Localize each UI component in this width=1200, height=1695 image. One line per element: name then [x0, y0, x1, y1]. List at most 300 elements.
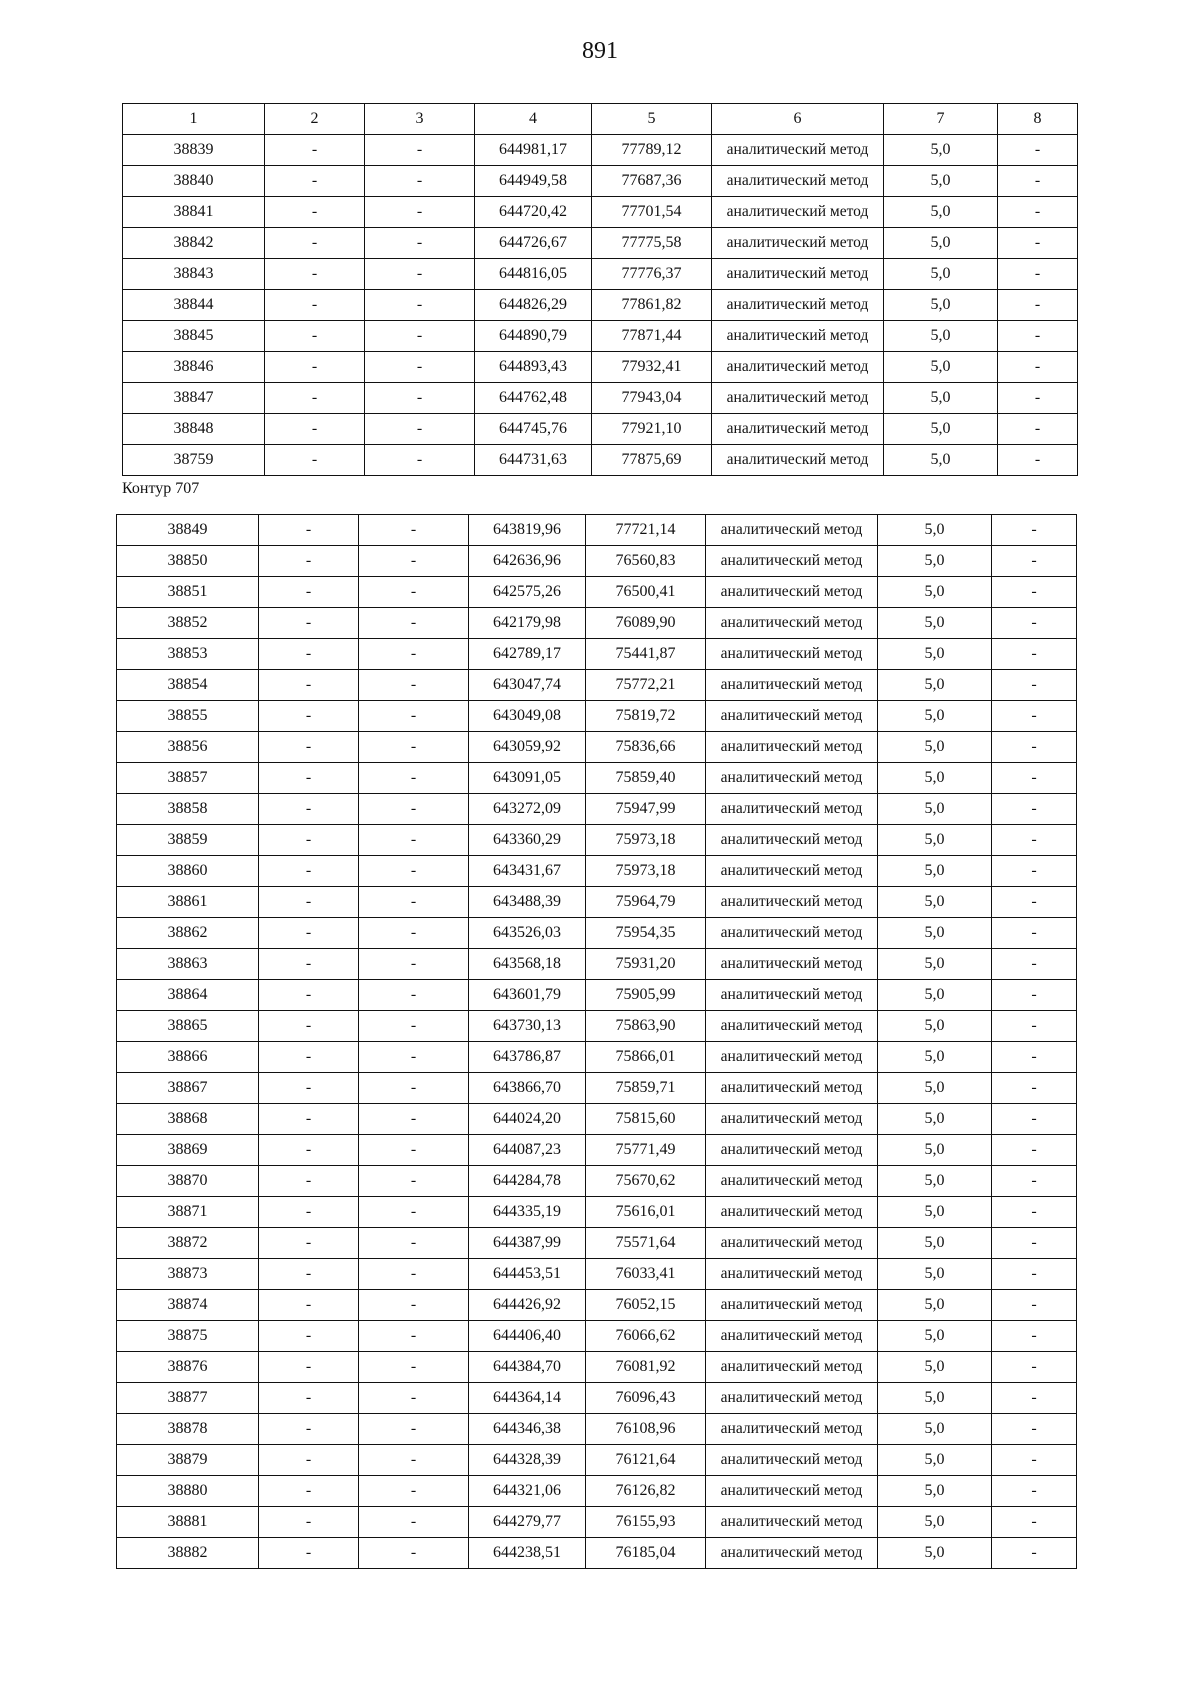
table-row — [117, 515, 1077, 546]
point-number-cell: 38852 — [117, 608, 259, 639]
contour-label: Контур 707 — [122, 480, 200, 497]
point-number-cell: 38858 — [117, 794, 259, 825]
y-coordinate-cell: 75964,79 — [586, 887, 706, 918]
col8-cell: - — [992, 825, 1077, 856]
x-coordinate-cell: 643059,92 — [469, 732, 586, 763]
col2-cell: - — [265, 321, 365, 352]
col3-cell: - — [359, 887, 469, 918]
y-coordinate-cell: 77775,58 — [592, 228, 712, 259]
col2-cell: - — [259, 1476, 359, 1507]
method-cell: аналитический метод — [706, 701, 878, 732]
col2-cell: - — [259, 794, 359, 825]
x-coordinate-cell: 644087,23 — [469, 1135, 586, 1166]
y-coordinate-cell: 76033,41 — [586, 1259, 706, 1290]
method-cell: аналитический метод — [706, 980, 878, 1011]
accuracy-cell: 5,0 — [878, 546, 992, 577]
table-row — [123, 290, 1078, 321]
col3-cell: - — [359, 1197, 469, 1228]
accuracy-cell: 5,0 — [878, 1228, 992, 1259]
x-coordinate-cell: 644731,63 — [475, 445, 592, 476]
x-coordinate-cell: 644893,43 — [475, 352, 592, 383]
accuracy-cell: 5,0 — [878, 1445, 992, 1476]
accuracy-cell: 5,0 — [878, 1197, 992, 1228]
col8-cell: - — [992, 639, 1077, 670]
y-coordinate-cell: 75973,18 — [586, 856, 706, 887]
y-coordinate-cell: 76052,15 — [586, 1290, 706, 1321]
method-cell: аналитический метод — [706, 1321, 878, 1352]
method-cell: аналитический метод — [706, 1290, 878, 1321]
accuracy-cell: 5,0 — [884, 383, 998, 414]
point-number-cell: 38860 — [117, 856, 259, 887]
col8-cell: - — [998, 321, 1078, 352]
point-number-header: 1 — [123, 104, 265, 135]
point-number-cell: 38865 — [117, 1011, 259, 1042]
point-number-cell: 38866 — [117, 1042, 259, 1073]
table-row — [117, 794, 1077, 825]
method-cell: аналитический метод — [706, 856, 878, 887]
table-row — [123, 321, 1078, 352]
col3-cell: - — [359, 1445, 469, 1476]
x-coordinate-cell: 642575,26 — [469, 577, 586, 608]
method-cell: аналитический метод — [706, 577, 878, 608]
method-cell: аналитический метод — [706, 1538, 878, 1569]
accuracy-cell: 5,0 — [884, 166, 998, 197]
col2-cell: - — [265, 259, 365, 290]
table-row — [117, 1166, 1077, 1197]
col8-cell: - — [992, 949, 1077, 980]
y-coordinate-cell: 75815,60 — [586, 1104, 706, 1135]
method-cell: аналитический метод — [706, 949, 878, 980]
method-cell: аналитический метод — [706, 1166, 878, 1197]
x-coordinate-cell: 643049,08 — [469, 701, 586, 732]
table-row — [117, 1073, 1077, 1104]
x-coordinate-cell: 643360,29 — [469, 825, 586, 856]
method-cell: аналитический метод — [706, 639, 878, 670]
point-number-cell: 38839 — [123, 135, 265, 166]
y-coordinate-cell: 76155,93 — [586, 1507, 706, 1538]
x-coordinate-cell: 643272,09 — [469, 794, 586, 825]
col2-cell: - — [265, 383, 365, 414]
accuracy-cell: 5,0 — [878, 1414, 992, 1445]
accuracy-cell: 5,0 — [878, 825, 992, 856]
col8-cell: - — [992, 763, 1077, 794]
table-row — [117, 856, 1077, 887]
accuracy-cell: 5,0 — [884, 352, 998, 383]
method-cell: аналитический метод — [706, 1259, 878, 1290]
accuracy-cell: 5,0 — [878, 980, 992, 1011]
method-cell: аналитический метод — [706, 732, 878, 763]
x-coordinate-cell: 644826,29 — [475, 290, 592, 321]
col2-cell: - — [259, 577, 359, 608]
point-number-cell: 38853 — [117, 639, 259, 670]
method-cell: аналитический метод — [706, 1228, 878, 1259]
accuracy-cell: 5,0 — [884, 414, 998, 445]
col8-cell: - — [992, 1414, 1077, 1445]
y-coordinate-cell: 76089,90 — [586, 608, 706, 639]
method-cell: аналитический метод — [712, 166, 884, 197]
col2-cell: - — [259, 1259, 359, 1290]
accuracy-header: 7 — [884, 104, 998, 135]
y-coordinate-cell: 75772,21 — [586, 670, 706, 701]
method-cell: аналитический метод — [712, 321, 884, 352]
col3-cell: - — [359, 1383, 469, 1414]
y-coordinate-cell: 76121,64 — [586, 1445, 706, 1476]
method-cell: аналитический метод — [706, 1197, 878, 1228]
col3-cell: - — [359, 1414, 469, 1445]
x-coordinate-cell: 643601,79 — [469, 980, 586, 1011]
col2-cell: - — [259, 639, 359, 670]
x-coordinate-cell: 643091,05 — [469, 763, 586, 794]
method-cell: аналитический метод — [712, 197, 884, 228]
method-cell: аналитический метод — [706, 608, 878, 639]
col3-cell: - — [365, 445, 475, 476]
y-coordinate-cell: 75571,64 — [586, 1228, 706, 1259]
method-cell: аналитический метод — [712, 414, 884, 445]
accuracy-cell: 5,0 — [878, 670, 992, 701]
method-cell: аналитический метод — [706, 918, 878, 949]
table-row — [123, 414, 1078, 445]
col8-cell: - — [992, 1042, 1077, 1073]
col8-cell: - — [992, 515, 1077, 546]
col2-cell: - — [259, 1228, 359, 1259]
col2-cell: - — [259, 608, 359, 639]
table-row — [117, 918, 1077, 949]
col8-cell: - — [998, 383, 1078, 414]
col2-cell: - — [259, 1290, 359, 1321]
point-number-cell: 38759 — [123, 445, 265, 476]
col2-cell: - — [259, 1414, 359, 1445]
col3-cell: - — [359, 1259, 469, 1290]
accuracy-cell: 5,0 — [884, 321, 998, 352]
y-coordinate-cell: 75931,20 — [586, 949, 706, 980]
col8-cell: - — [992, 1538, 1077, 1569]
accuracy-cell: 5,0 — [878, 1507, 992, 1538]
col2-cell: - — [259, 546, 359, 577]
x-coordinate-cell: 644384,70 — [469, 1352, 586, 1383]
accuracy-cell: 5,0 — [878, 732, 992, 763]
point-number-cell: 38840 — [123, 166, 265, 197]
col8-cell: - — [992, 1135, 1077, 1166]
table-row — [117, 887, 1077, 918]
point-number-cell: 38851 — [117, 577, 259, 608]
col8-cell: - — [992, 701, 1077, 732]
col3-cell: - — [359, 1011, 469, 1042]
col2-cell: - — [265, 135, 365, 166]
col3-cell: - — [359, 732, 469, 763]
y-coordinate-cell: 75616,01 — [586, 1197, 706, 1228]
method-cell: аналитический метод — [706, 546, 878, 577]
table-row — [123, 445, 1078, 476]
table-row — [117, 701, 1077, 732]
accuracy-cell: 5,0 — [878, 1073, 992, 1104]
method-cell: аналитический метод — [712, 228, 884, 259]
col2-cell: - — [265, 414, 365, 445]
col3-cell: - — [365, 135, 475, 166]
col8-cell: - — [992, 1073, 1077, 1104]
x-coordinate-cell: 644726,67 — [475, 228, 592, 259]
col3-cell: - — [359, 1042, 469, 1073]
col8-header: 8 — [998, 104, 1078, 135]
col3-cell: - — [359, 980, 469, 1011]
point-number-cell: 38847 — [123, 383, 265, 414]
method-cell: аналитический метод — [706, 1011, 878, 1042]
col3-cell: - — [359, 763, 469, 794]
col2-cell: - — [265, 352, 365, 383]
x-coordinate-cell: 643488,39 — [469, 887, 586, 918]
table-row — [117, 1104, 1077, 1135]
y-coordinate-cell: 75905,99 — [586, 980, 706, 1011]
y-coordinate-cell: 77776,37 — [592, 259, 712, 290]
point-number-cell: 38841 — [123, 197, 265, 228]
x-coordinate-cell: 644816,05 — [475, 259, 592, 290]
coordinates-table-2 — [116, 514, 1077, 1569]
col2-cell: - — [259, 670, 359, 701]
point-number-cell: 38856 — [117, 732, 259, 763]
method-cell: аналитический метод — [712, 259, 884, 290]
accuracy-cell: 5,0 — [878, 794, 992, 825]
table-row — [117, 1538, 1077, 1569]
accuracy-cell: 5,0 — [878, 1290, 992, 1321]
method-cell: аналитический метод — [706, 1042, 878, 1073]
y-coordinate-header: 5 — [592, 104, 712, 135]
col3-cell: - — [359, 1073, 469, 1104]
col3-cell: - — [359, 701, 469, 732]
col3-cell: - — [359, 1228, 469, 1259]
method-cell: аналитический метод — [706, 1476, 878, 1507]
method-cell: аналитический метод — [712, 383, 884, 414]
table-row — [117, 608, 1077, 639]
table-row — [117, 577, 1077, 608]
x-coordinate-cell: 644321,06 — [469, 1476, 586, 1507]
col2-cell: - — [259, 763, 359, 794]
y-coordinate-cell: 77943,04 — [592, 383, 712, 414]
col3-cell: - — [359, 856, 469, 887]
col8-cell: - — [998, 135, 1078, 166]
col3-cell: - — [365, 414, 475, 445]
x-coordinate-cell: 644238,51 — [469, 1538, 586, 1569]
col8-cell: - — [992, 980, 1077, 1011]
accuracy-cell: 5,0 — [884, 259, 998, 290]
col8-cell: - — [998, 290, 1078, 321]
point-number-cell: 38842 — [123, 228, 265, 259]
col3-cell: - — [359, 1290, 469, 1321]
accuracy-cell: 5,0 — [878, 701, 992, 732]
y-coordinate-cell: 77875,69 — [592, 445, 712, 476]
accuracy-cell: 5,0 — [878, 577, 992, 608]
point-number-cell: 38870 — [117, 1166, 259, 1197]
col3-cell: - — [359, 918, 469, 949]
method-cell: аналитический метод — [706, 670, 878, 701]
y-coordinate-cell: 77701,54 — [592, 197, 712, 228]
point-number-cell: 38877 — [117, 1383, 259, 1414]
table-row — [117, 1414, 1077, 1445]
x-coordinate-cell: 643047,74 — [469, 670, 586, 701]
table-row — [123, 352, 1078, 383]
table-row — [117, 949, 1077, 980]
table-row — [123, 383, 1078, 414]
col2-cell: - — [259, 1073, 359, 1104]
y-coordinate-cell: 76108,96 — [586, 1414, 706, 1445]
accuracy-cell: 5,0 — [884, 445, 998, 476]
col8-cell: - — [992, 918, 1077, 949]
x-coordinate-cell: 644335,19 — [469, 1197, 586, 1228]
col3-cell: - — [365, 197, 475, 228]
col3-cell: - — [359, 577, 469, 608]
table-row — [117, 1135, 1077, 1166]
x-coordinate-cell: 642636,96 — [469, 546, 586, 577]
col8-cell: - — [998, 259, 1078, 290]
point-number-cell: 38845 — [123, 321, 265, 352]
col3-cell: - — [359, 670, 469, 701]
col3-cell: - — [359, 794, 469, 825]
x-coordinate-cell: 644024,20 — [469, 1104, 586, 1135]
col8-cell: - — [998, 197, 1078, 228]
accuracy-cell: 5,0 — [878, 1042, 992, 1073]
table-header-row — [123, 104, 1078, 135]
col8-cell: - — [992, 1476, 1077, 1507]
method-cell: аналитический метод — [706, 1445, 878, 1476]
method-cell: аналитический метод — [706, 515, 878, 546]
point-number-cell: 38850 — [117, 546, 259, 577]
point-number-cell: 38843 — [123, 259, 265, 290]
x-coordinate-cell: 644346,38 — [469, 1414, 586, 1445]
x-coordinate-cell: 643568,18 — [469, 949, 586, 980]
x-coordinate-cell: 644453,51 — [469, 1259, 586, 1290]
col8-cell: - — [992, 1166, 1077, 1197]
method-cell: аналитический метод — [712, 445, 884, 476]
col2-cell: - — [259, 1507, 359, 1538]
col2-cell: - — [259, 1321, 359, 1352]
accuracy-cell: 5,0 — [878, 639, 992, 670]
method-cell: аналитический метод — [706, 1135, 878, 1166]
col3-cell: - — [365, 383, 475, 414]
point-number-cell: 38876 — [117, 1352, 259, 1383]
table-row — [117, 1476, 1077, 1507]
col8-cell: - — [992, 608, 1077, 639]
accuracy-cell: 5,0 — [878, 1352, 992, 1383]
col3-cell: - — [359, 1321, 469, 1352]
table-row — [117, 1507, 1077, 1538]
method-cell: аналитический метод — [706, 1507, 878, 1538]
accuracy-cell: 5,0 — [878, 918, 992, 949]
y-coordinate-cell: 76096,43 — [586, 1383, 706, 1414]
col3-cell: - — [359, 546, 469, 577]
col3-cell: - — [365, 321, 475, 352]
col2-cell: - — [259, 918, 359, 949]
col8-cell: - — [992, 670, 1077, 701]
col8-cell: - — [992, 1321, 1077, 1352]
table-row — [117, 1445, 1077, 1476]
col3-cell: - — [359, 1135, 469, 1166]
accuracy-cell: 5,0 — [884, 228, 998, 259]
col2-cell: - — [259, 1352, 359, 1383]
x-coordinate-cell: 644720,42 — [475, 197, 592, 228]
point-number-cell: 38871 — [117, 1197, 259, 1228]
y-coordinate-cell: 75836,66 — [586, 732, 706, 763]
method-cell: аналитический метод — [706, 825, 878, 856]
col2-cell: - — [265, 166, 365, 197]
col2-cell: - — [259, 1135, 359, 1166]
x-coordinate-cell: 644745,76 — [475, 414, 592, 445]
y-coordinate-cell: 76500,41 — [586, 577, 706, 608]
col3-header: 3 — [365, 104, 475, 135]
point-number-cell: 38874 — [117, 1290, 259, 1321]
y-coordinate-cell: 77687,36 — [592, 166, 712, 197]
col2-cell: - — [259, 701, 359, 732]
table-row — [117, 825, 1077, 856]
col3-cell: - — [365, 352, 475, 383]
method-cell: аналитический метод — [712, 135, 884, 166]
x-coordinate-cell: 644284,78 — [469, 1166, 586, 1197]
accuracy-cell: 5,0 — [878, 1011, 992, 1042]
coordinates-table-1 — [122, 103, 1078, 476]
x-coordinate-cell: 644949,58 — [475, 166, 592, 197]
y-coordinate-cell: 76560,83 — [586, 546, 706, 577]
x-coordinate-cell: 644890,79 — [475, 321, 592, 352]
method-cell: аналитический метод — [706, 1352, 878, 1383]
col2-cell: - — [259, 1383, 359, 1414]
col8-cell: - — [998, 414, 1078, 445]
point-number-cell: 38882 — [117, 1538, 259, 1569]
col3-cell: - — [359, 639, 469, 670]
accuracy-cell: 5,0 — [878, 1383, 992, 1414]
accuracy-cell: 5,0 — [878, 1166, 992, 1197]
col3-cell: - — [365, 290, 475, 321]
point-number-cell: 38872 — [117, 1228, 259, 1259]
table-row — [117, 1383, 1077, 1414]
y-coordinate-cell: 77721,14 — [586, 515, 706, 546]
table-row — [117, 546, 1077, 577]
y-coordinate-cell: 75859,40 — [586, 763, 706, 794]
col8-cell: - — [992, 887, 1077, 918]
y-coordinate-cell: 75771,49 — [586, 1135, 706, 1166]
col2-cell: - — [259, 1197, 359, 1228]
y-coordinate-cell: 75441,87 — [586, 639, 706, 670]
point-number-cell: 38854 — [117, 670, 259, 701]
table-row — [117, 670, 1077, 701]
table-row — [123, 259, 1078, 290]
point-number-cell: 38862 — [117, 918, 259, 949]
method-cell: аналитический метод — [706, 1104, 878, 1135]
point-number-cell: 38875 — [117, 1321, 259, 1352]
y-coordinate-cell: 77932,41 — [592, 352, 712, 383]
col8-cell: - — [992, 1445, 1077, 1476]
col2-cell: - — [259, 825, 359, 856]
point-number-cell: 38849 — [117, 515, 259, 546]
method-cell: аналитический метод — [712, 290, 884, 321]
accuracy-cell: 5,0 — [878, 1476, 992, 1507]
point-number-cell: 38873 — [117, 1259, 259, 1290]
y-coordinate-cell: 77861,82 — [592, 290, 712, 321]
x-coordinate-cell: 643866,70 — [469, 1073, 586, 1104]
col2-cell: - — [259, 732, 359, 763]
col8-cell: - — [998, 352, 1078, 383]
point-number-cell: 38878 — [117, 1414, 259, 1445]
table-row — [117, 1042, 1077, 1073]
x-coordinate-cell: 643819,96 — [469, 515, 586, 546]
col2-cell: - — [259, 1166, 359, 1197]
point-number-cell: 38879 — [117, 1445, 259, 1476]
col2-cell: - — [259, 949, 359, 980]
col3-cell: - — [359, 1104, 469, 1135]
accuracy-cell: 5,0 — [878, 1321, 992, 1352]
point-number-cell: 38868 — [117, 1104, 259, 1135]
col8-cell: - — [992, 1290, 1077, 1321]
col3-cell: - — [359, 1352, 469, 1383]
x-coordinate-cell: 644426,92 — [469, 1290, 586, 1321]
point-number-cell: 38864 — [117, 980, 259, 1011]
col2-cell: - — [259, 1042, 359, 1073]
